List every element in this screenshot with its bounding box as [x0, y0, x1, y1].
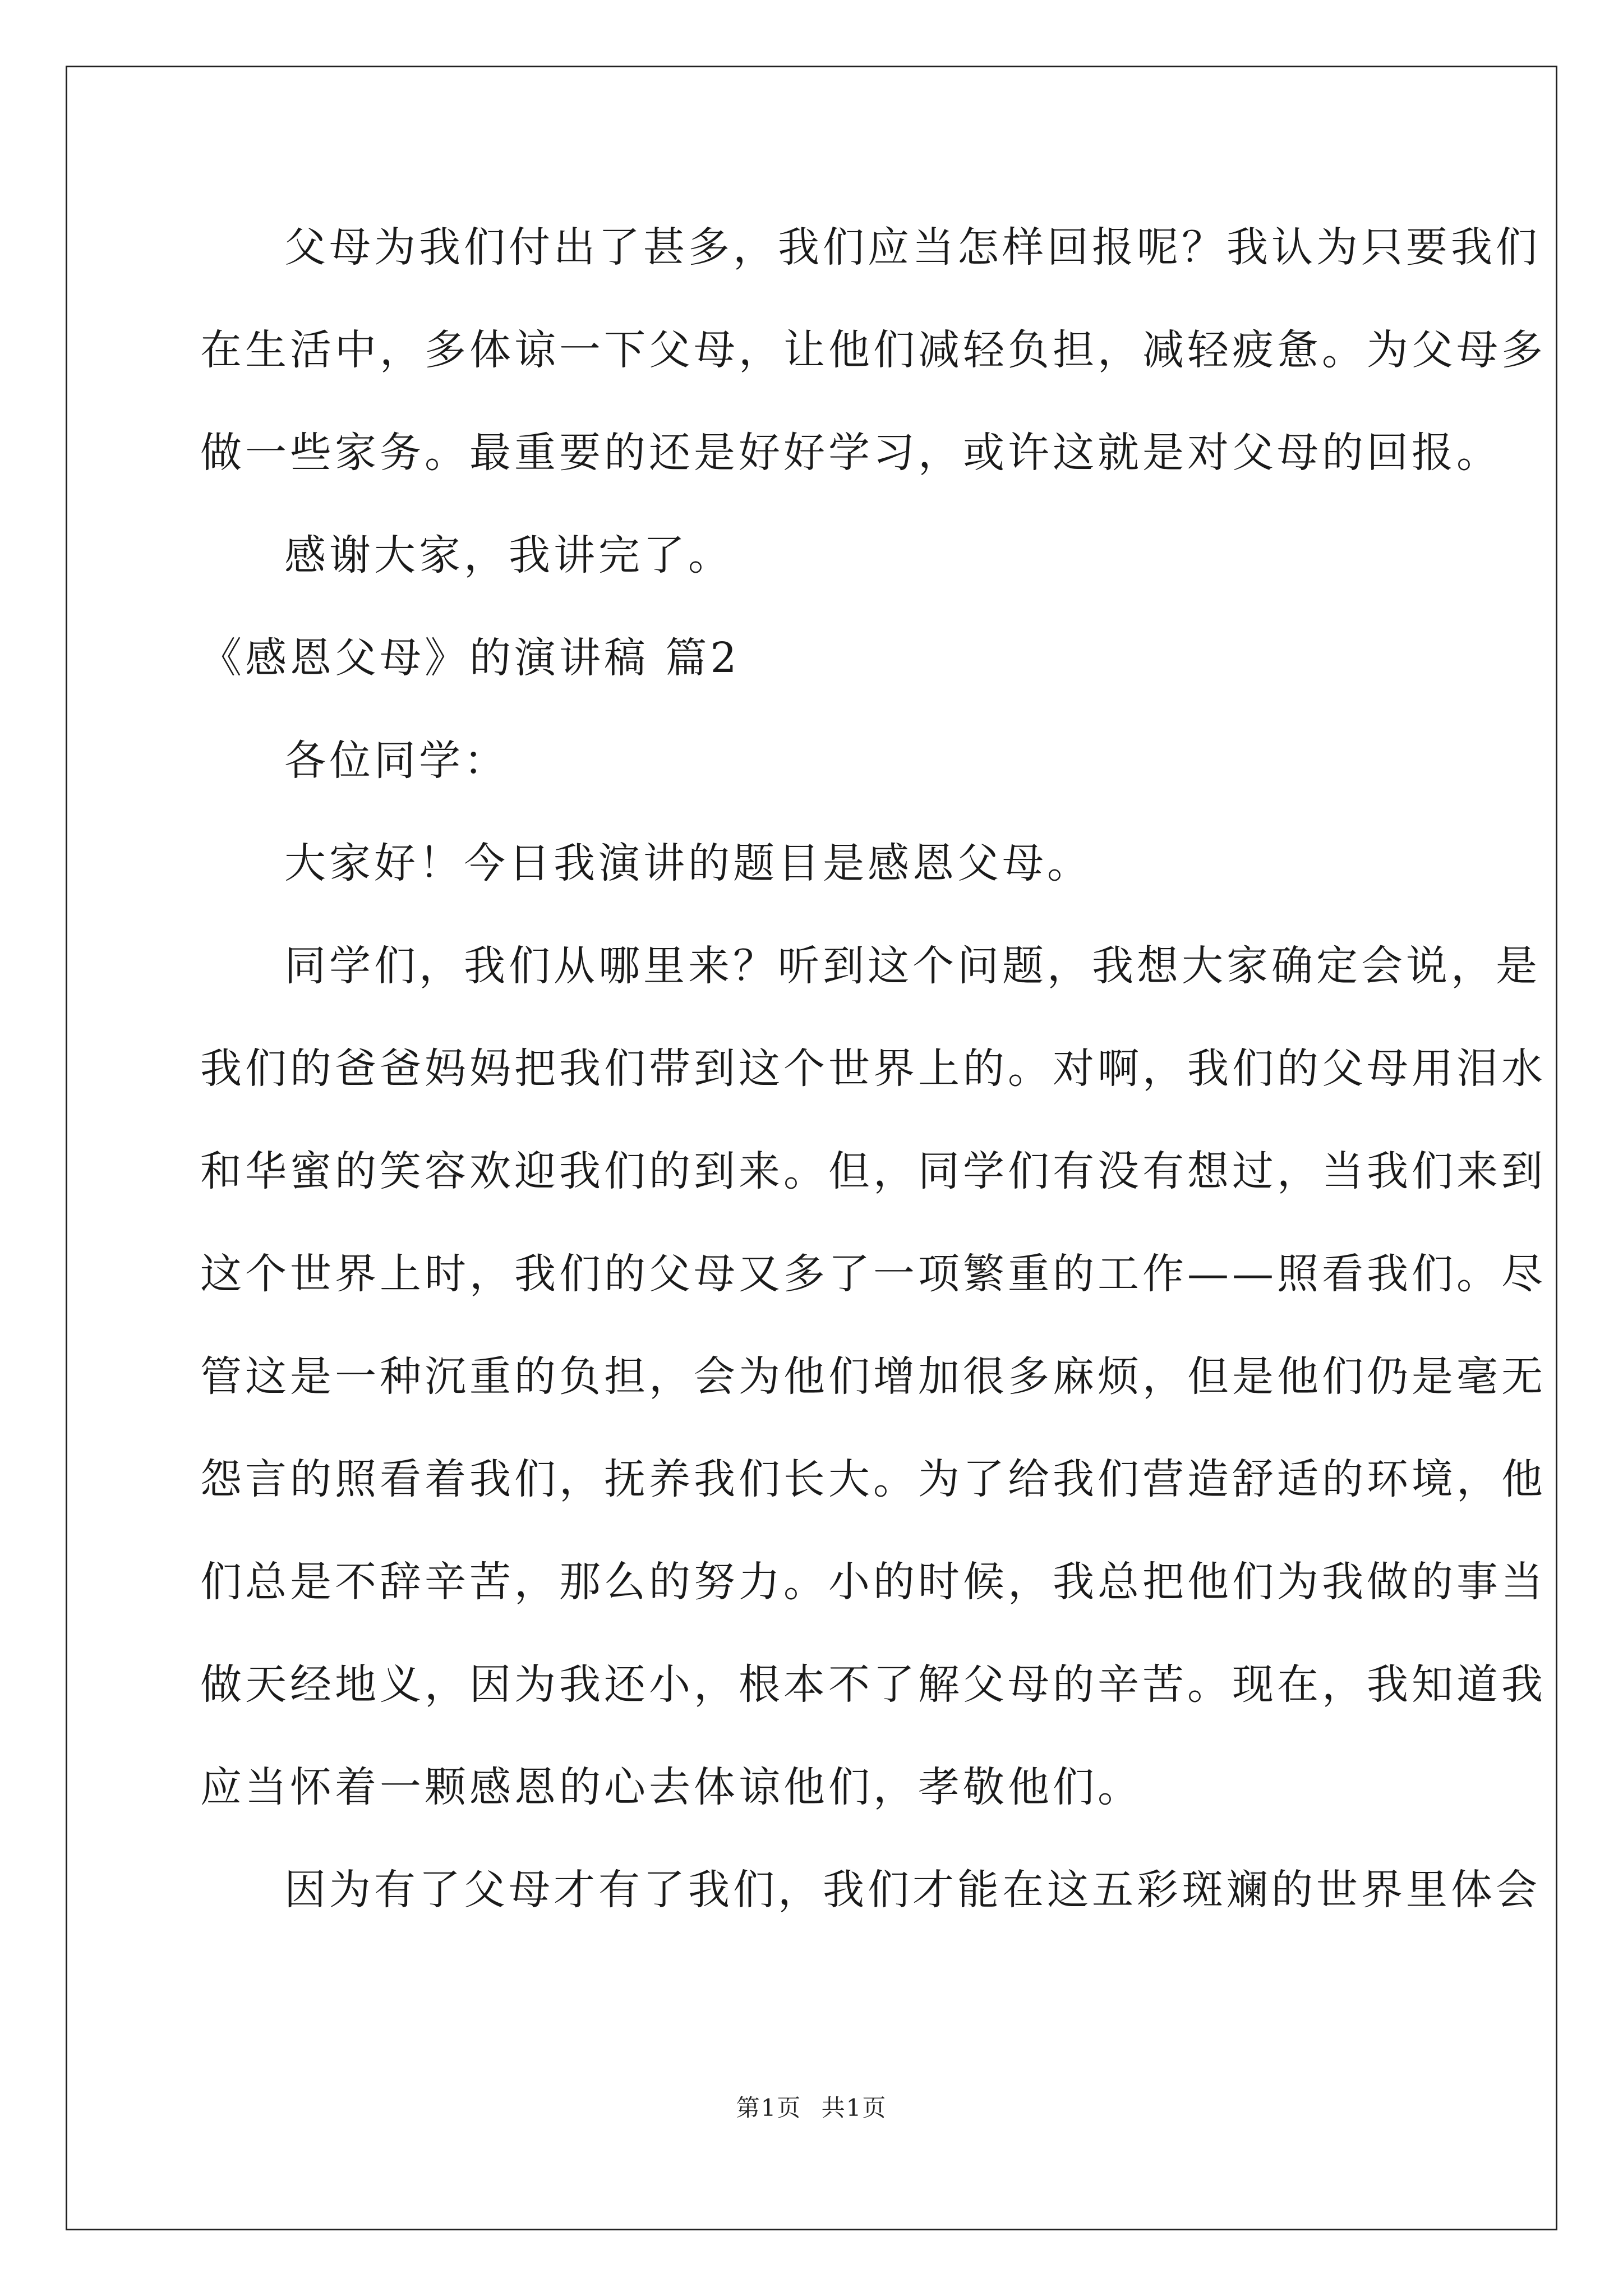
text-line: 感谢大家，我讲完了。 [284, 531, 733, 579]
text-line: 同学们，我们从哪里来？听到这个问题，我想大家确定会说，是 [284, 942, 1541, 990]
text-line: 大家好！今日我演讲的题目是感恩父母。 [284, 839, 1092, 887]
text-line: 这个世界上时，我们的父母又多了一项繁重的工作——照看我们。尽 [200, 1250, 1546, 1298]
document-body [200, 196, 1546, 1941]
page-number-current: 第1页 [736, 2094, 802, 2122]
text-line: 因为有了父母才有了我们，我们才能在这五彩斑斓的世界里体会 [284, 1866, 1541, 1914]
text-line: 我们的爸爸妈妈把我们带到这个世界上的。对啊，我们的父母用泪水 [200, 1045, 1546, 1093]
text-line: 和华蜜的笑容欢迎我们的到来。但，同学们有没有想过，当我们来到 [200, 1147, 1546, 1195]
text-line: 管这是一种沉重的负担，会为他们增加很多麻烦，但是他们仍是毫无 [200, 1352, 1546, 1401]
text-line: 做一些家务。最重要的还是好好学习，或许这就是对父母的回报。 [200, 429, 1501, 477]
text-line: 各位同学： [284, 737, 509, 785]
text-line: 怨言的照看着我们，抚养我们长大。为了给我们营造舒适的环境，他 [200, 1455, 1546, 1503]
text-line: 在生活中，多体谅一下父母，让他们减轻负担，减轻疲惫。为父母多 [200, 326, 1546, 374]
text-line: 做天经地义，因为我还小，根本不了解父母的辛苦。现在，我知道我 [200, 1660, 1546, 1709]
text-line: 们总是不辞辛苦，那么的努力。小的时候，我总把他们为我做的事当 [200, 1558, 1546, 1606]
text-line: 父母为我们付出了甚多，我们应当怎样回报呢？我认为只要我们 [284, 223, 1541, 272]
page-number-total: 共1页 [821, 2094, 887, 2122]
section-heading: 《感恩父母》的演讲稿 篇2 [200, 634, 740, 682]
text-line: 应当怀着一颗感恩的心去体谅他们，孝敬他们。 [200, 1763, 1142, 1811]
page-footer [0, 2090, 1623, 2123]
